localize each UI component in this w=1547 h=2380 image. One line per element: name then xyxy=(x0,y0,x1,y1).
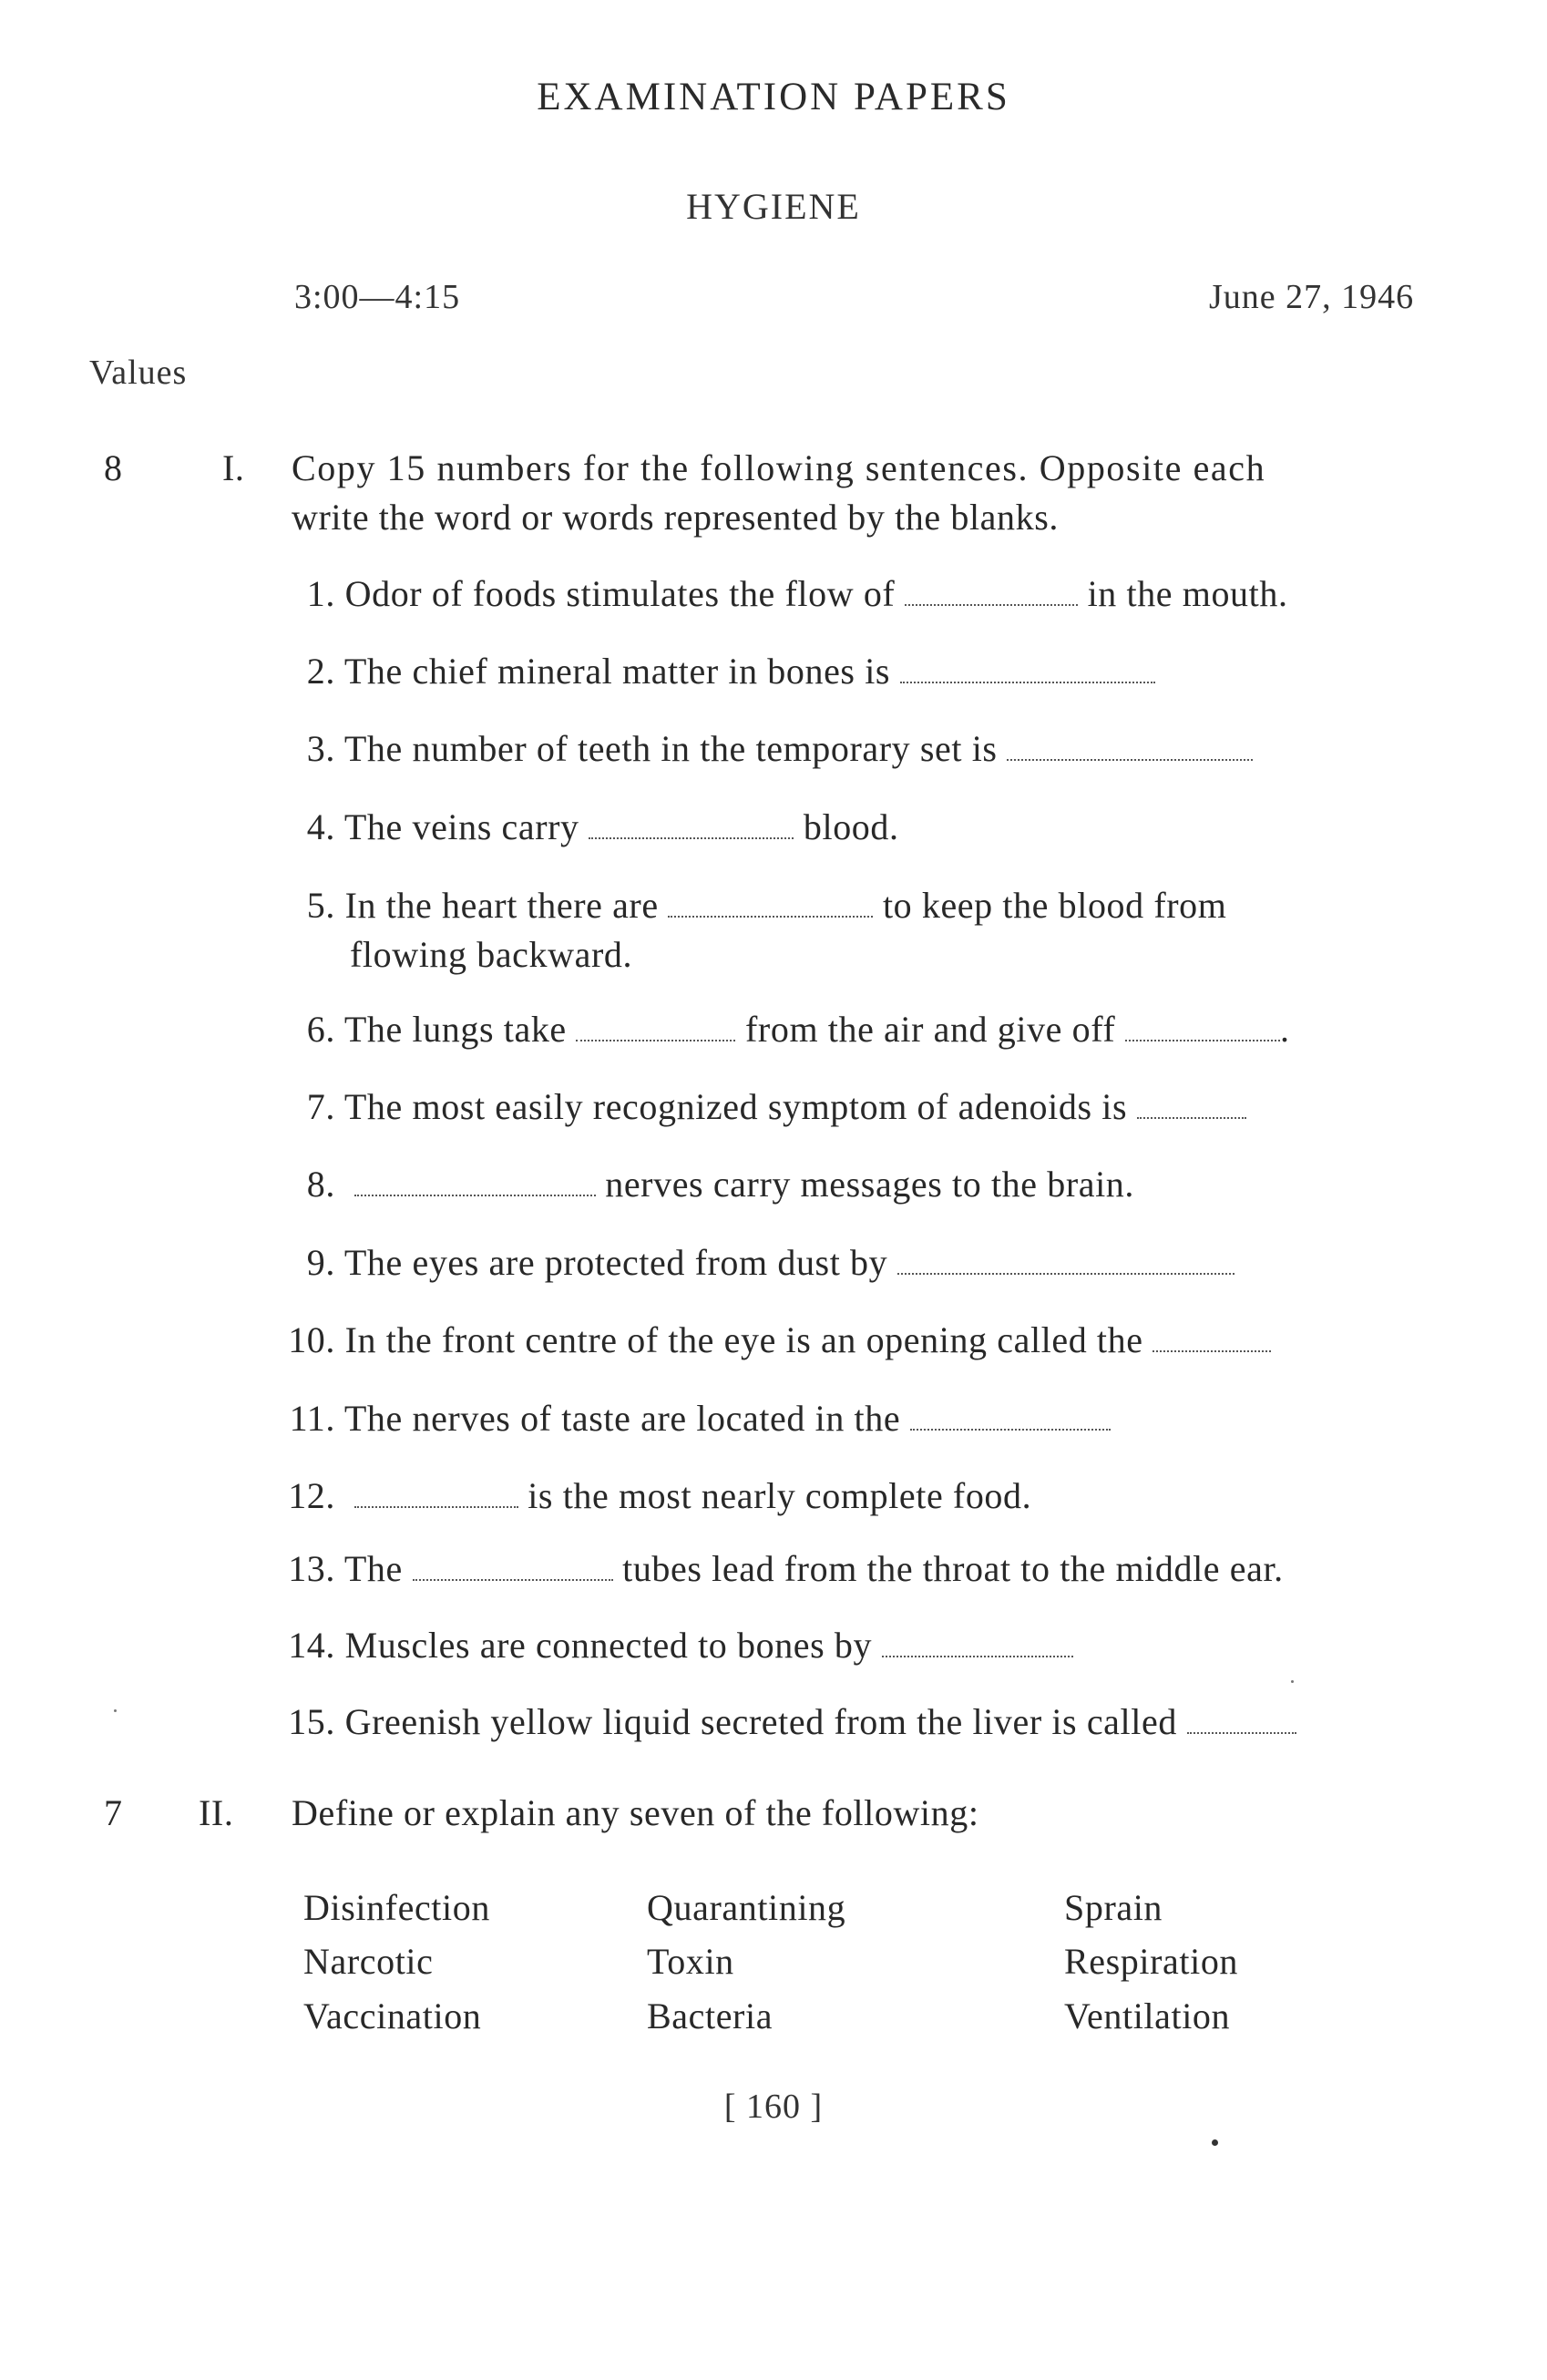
answer-blank xyxy=(1137,1090,1246,1119)
exam-date: June 27, 1946 xyxy=(1209,278,1415,316)
question-9 xyxy=(273,1241,1235,1284)
answer-blank xyxy=(589,810,794,839)
question-text: The lungs take xyxy=(343,1009,567,1050)
question-13 xyxy=(273,1547,1284,1590)
answer-blank xyxy=(897,1246,1235,1275)
scan-speck xyxy=(1212,2139,1218,2146)
part1-instruction-line2: write the word or words represented by the blanks. xyxy=(292,497,1059,538)
question-text: In the heart there are xyxy=(344,885,659,926)
question-number: 6. xyxy=(306,1009,335,1050)
question-text-end: in the mouth. xyxy=(1087,573,1288,614)
answer-blank xyxy=(1007,732,1253,761)
term: Sprain xyxy=(1064,1887,1163,1928)
term: Ventilation xyxy=(1064,1995,1231,2036)
question-number: 12. xyxy=(288,1475,335,1516)
term: Toxin xyxy=(647,1941,734,1982)
term: Quarantining xyxy=(647,1887,846,1928)
page-number: [ 160 ] xyxy=(723,2088,824,2126)
answer-blank xyxy=(910,1401,1111,1431)
question-number: 1. xyxy=(306,573,335,614)
question-number: 5. xyxy=(306,885,335,926)
question-text: Greenish yellow liquid secreted from the liver is called xyxy=(344,1701,1177,1742)
question-10 xyxy=(273,1318,1271,1361)
page-title: EXAMINATION PAPERS xyxy=(537,76,1010,118)
question-5-continuation: flowing backward. xyxy=(350,934,633,975)
question-text: The number of teeth in the temporary set is xyxy=(343,728,998,769)
question-text-middle: from the air and give off xyxy=(745,1009,1116,1050)
question-number: 8. xyxy=(306,1164,335,1205)
question-number: 15. xyxy=(288,1701,335,1742)
values-label: Values xyxy=(89,354,188,392)
question-text: In the front centre of the eye is an opening called the xyxy=(344,1319,1143,1360)
term: Respiration xyxy=(1064,1941,1239,1982)
question-text-end: blood. xyxy=(803,806,899,847)
question-text: Odor of foods stimulates the flow of xyxy=(344,573,896,614)
question-number: 11. xyxy=(289,1398,335,1439)
part1-value: 8 xyxy=(104,447,123,488)
term: Vaccination xyxy=(303,1995,482,2036)
question-1 xyxy=(273,572,1288,615)
part2-value: 7 xyxy=(104,1792,123,1833)
question-text: The veins carry xyxy=(343,806,579,847)
question-number: 7. xyxy=(306,1086,335,1127)
term: Narcotic xyxy=(303,1941,434,1982)
term: Bacteria xyxy=(647,1995,774,2036)
question-text: The eyes are protected from dust by xyxy=(343,1242,888,1283)
exam-time: 3:00—4:15 xyxy=(294,278,461,316)
scan-speck xyxy=(1291,1680,1294,1683)
answer-blank-2 xyxy=(1125,1012,1280,1041)
answer-blank xyxy=(668,888,873,918)
question-number: 2. xyxy=(306,651,335,692)
answer-blank xyxy=(900,654,1155,683)
question-15 xyxy=(273,1700,1296,1743)
answer-blank xyxy=(1153,1323,1271,1352)
question-number: 14. xyxy=(288,1625,335,1666)
question-4 xyxy=(273,805,899,848)
question-text-end: . xyxy=(1279,1009,1290,1050)
part1-instruction-line1: Copy 15 numbers for the following sentences. Opposite each xyxy=(292,447,1266,488)
answer-blank xyxy=(882,1628,1073,1657)
question-12 xyxy=(273,1474,1031,1517)
answer-blank xyxy=(354,1167,596,1196)
part2-numeral: II. xyxy=(199,1792,234,1833)
question-text: The chief mineral matter in bones is xyxy=(343,651,891,692)
part2-instruction: Define or explain any seven of the following: xyxy=(292,1792,979,1833)
question-number: 10. xyxy=(288,1319,335,1360)
question-5 xyxy=(273,884,1227,927)
question-number: 3. xyxy=(306,728,335,769)
question-3 xyxy=(273,727,1253,770)
answer-blank xyxy=(354,1479,518,1508)
question-14 xyxy=(273,1624,1073,1667)
question-number: 9. xyxy=(306,1242,335,1283)
question-8 xyxy=(273,1163,1134,1205)
question-number: 13. xyxy=(288,1548,335,1589)
question-text-end: nerves carry messages to the brain. xyxy=(605,1164,1135,1205)
question-11 xyxy=(273,1397,1111,1440)
term: Disinfection xyxy=(303,1887,490,1928)
subject-heading: HYGIENE xyxy=(686,186,861,227)
part1-numeral: I. xyxy=(222,447,245,488)
question-7 xyxy=(273,1085,1246,1128)
question-text-end: tubes lead from the throat to the middle ear. xyxy=(622,1548,1284,1589)
question-text: The nerves of taste are located in the xyxy=(343,1398,901,1439)
question-text: The xyxy=(343,1548,403,1589)
question-text-end: to keep the blood from xyxy=(882,885,1227,926)
question-number: 4. xyxy=(306,806,335,847)
question-text: Muscles are connected to bones by xyxy=(344,1625,873,1666)
scan-speck xyxy=(114,1709,117,1712)
answer-blank xyxy=(576,1012,735,1041)
question-6 xyxy=(273,1008,1290,1051)
answer-blank xyxy=(413,1552,613,1581)
answer-blank xyxy=(1187,1705,1296,1734)
question-text: The most easily recognized symptom of adenoids is xyxy=(343,1086,1128,1127)
question-2 xyxy=(273,650,1155,692)
question-text-end: is the most nearly complete food. xyxy=(528,1475,1032,1516)
answer-blank xyxy=(905,577,1078,606)
